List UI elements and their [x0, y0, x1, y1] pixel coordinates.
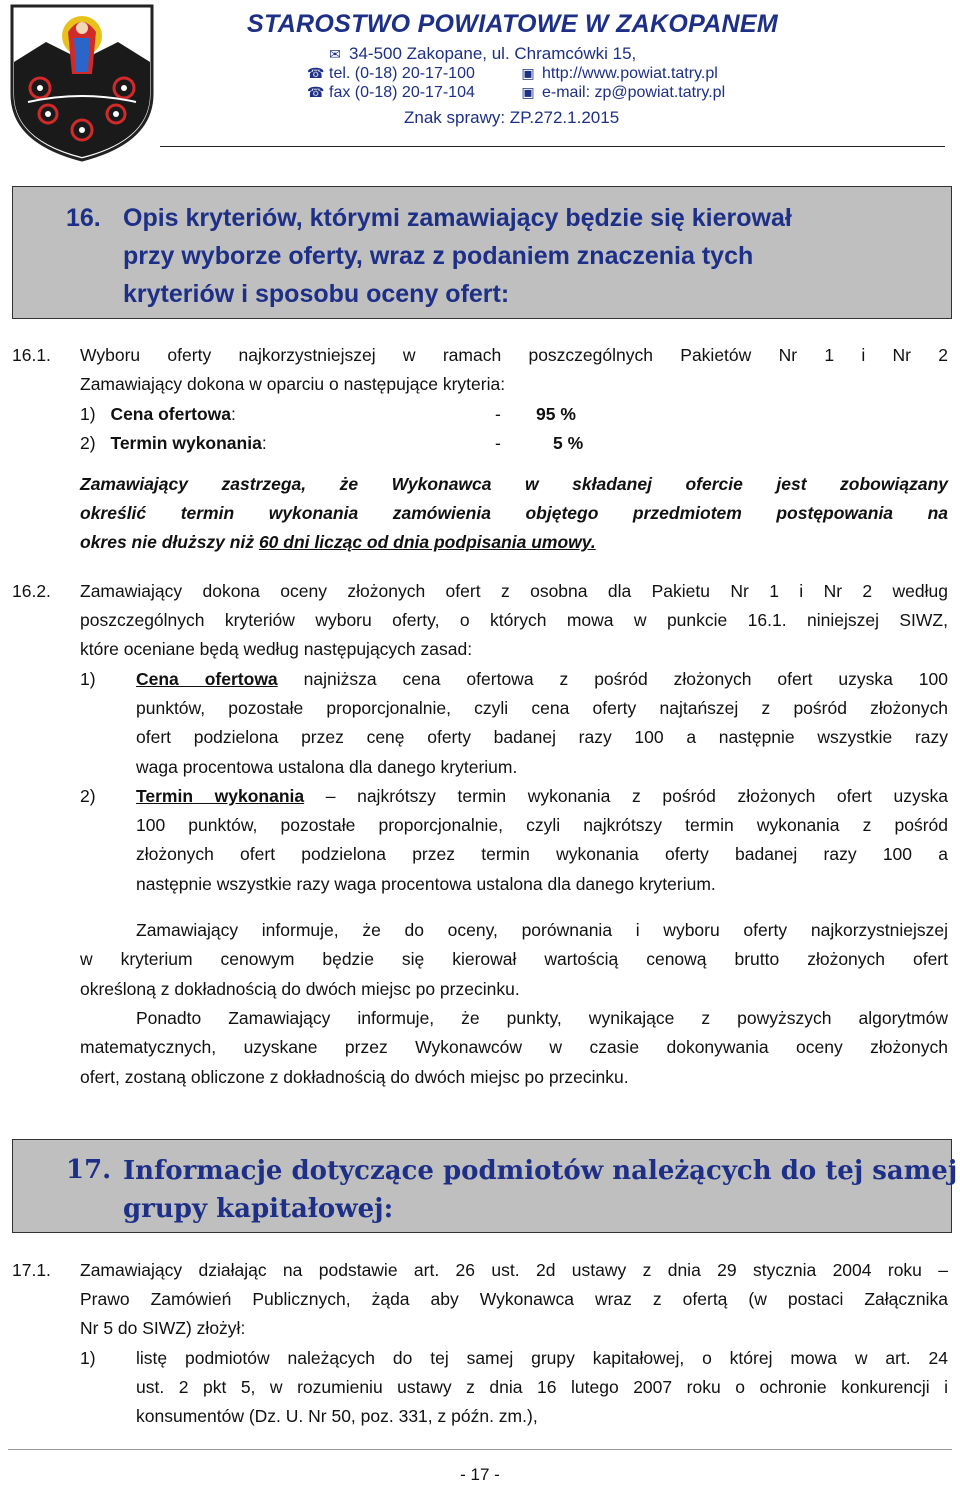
office-website[interactable]: [520, 65, 718, 83]
office-email[interactable]: [520, 84, 725, 102]
rule-name: Cena ofertowa: [136, 669, 278, 689]
section-title-line: kryteriów i sposobu oceny ofert:: [123, 280, 510, 308]
section-number: 16.: [66, 204, 101, 232]
paragraph-line: Wyboru oferty najkorzystniejszej w ramach poszczególnych Pakietów Nr 1 i Nr 2: [80, 345, 948, 365]
paragraph-number: 17.1.: [12, 1260, 51, 1280]
paragraph-line: Nr 5 do SIWZ) złożył:: [80, 1318, 246, 1338]
section-title: [123, 1152, 957, 1228]
section-16-heading: [12, 186, 952, 319]
office-name: STAROSTWO POWIATOWE W ZAKOPANEM: [247, 10, 779, 38]
rule-line: [136, 782, 948, 812]
footer-divider: [8, 1449, 952, 1450]
item-number: 1): [80, 1348, 96, 1368]
section-title-line: Opis kryteriów, którymi zamawiający będzie się kierował: [123, 204, 792, 232]
phone-icon: ☎: [307, 65, 325, 81]
criteria-weight: 5 %: [553, 433, 584, 453]
note-line: Zamawiający zastrzega, że Wykonawca w składanej ofercie jest zobowiązany: [80, 474, 948, 494]
item-line: listę podmiotów należących do tej samej grupy kapitałowej, o której mowa w art. 24: [136, 1348, 948, 1368]
header-divider: [160, 146, 945, 147]
note-text: okres nie dłuższy niż: [80, 532, 259, 552]
email-link[interactable]: e-mail: zp@powiat.tatry.pl: [542, 84, 726, 101]
page-number: - 17 -: [460, 1465, 500, 1484]
paragraph-number: 16.1.: [12, 345, 51, 365]
note-line: określić termin wykonania zamówienia objętego przedmiotem postępowania na: [80, 503, 948, 523]
website-link[interactable]: http://www.powiat.tatry.pl: [542, 65, 718, 82]
section-title: [123, 199, 792, 313]
item-line: ust. 2 pkt 5, w rozumieniu ustawy z dnia 16 lutego 2007 roku o ochronie konkurencji i: [136, 1377, 948, 1397]
address-text: 34-500 Zakopane, ul. Chramcówki 15,: [349, 44, 637, 63]
rule-text: – najkrótszy termin wykonania z pośród złożonych ofert uzyska: [304, 786, 948, 806]
rule-name: Termin wykonania: [136, 786, 305, 806]
section-17-heading: [12, 1139, 958, 1233]
rule-line: złożonych ofert podzielona przez termin wykonania oferty badanej razy 100 a: [136, 844, 948, 864]
info-line: w kryterium cenowym będzie się kierował wartością cenową brutto złożonych ofert: [80, 949, 948, 969]
rule-text: najniższa cena ofertowa z pośród złożonych ofert uzyska 100: [277, 669, 949, 689]
criteria-dash: -: [495, 404, 501, 424]
paragraph-line: Prawo Zamówień Publicznych, żąda aby Wykonawca wraz z ofertą (w postaci Załącznika: [80, 1289, 948, 1309]
section-title-line: przy wyborze oferty, wraz z podaniem znaczenia tych: [123, 242, 754, 270]
further-line: matematycznych, uzyskane przez Wykonawców w czasie dokonywania oceny złożonych: [80, 1037, 948, 1057]
rule-line: ofert podzielona przez cenę oferty badanej razy 100 a następnie wszystkie razy: [136, 727, 948, 747]
criteria-name: Termin wykonania: [110, 433, 262, 453]
paragraph-line: poszczególnych kryteriów wyboru oferty, o których mowa w punkcie 16.1. niniejszej SIWZ,: [80, 610, 948, 630]
paragraph-line: Zamawiający działając na podstawie art. 26 ust. 2d ustawy z dnia 29 stycznia 2004 roku –: [80, 1260, 948, 1280]
criteria-item: [80, 400, 236, 430]
computer-icon: ▣: [521, 65, 535, 81]
computer-icon: ▣: [521, 84, 535, 100]
criteria-number: 2): [80, 433, 96, 453]
office-phone: [307, 65, 475, 83]
section-title-line: Informacje dotyczące podmiotów należących do tej samej: [123, 1156, 958, 1186]
section-number: 17.: [66, 1155, 112, 1185]
criteria-separator: :: [231, 404, 236, 424]
rule-number: 2): [80, 786, 96, 806]
paragraph-line: które oceniane będą według następujących zasad:: [80, 639, 473, 659]
office-address: [327, 44, 636, 64]
criteria-weight: 95 %: [536, 404, 576, 424]
info-line: Zamawiający informuje, że do oceny, porównania i wyboru oferty najkorzystniejszej: [136, 920, 948, 940]
rule-line: punktów, pozostałe proporcjonalnie, czyli cena oferty najtańszej z pośród złożonych: [136, 698, 948, 718]
rule-line: [136, 665, 948, 695]
criteria-name: Cena ofertowa: [110, 404, 232, 424]
further-line: ofert, zostaną obliczone z dokładnością do dwóch miejsc po przecinku.: [80, 1067, 629, 1087]
phone-text: tel. (0-18) 20-17-100: [329, 65, 475, 82]
case-sign: Znak sprawy: ZP.272.1.2015: [404, 108, 620, 127]
criteria-item: [80, 429, 267, 459]
note-deadline: 60 dni licząc od dnia podpisania umowy.: [258, 532, 596, 552]
phone-icon: ☎: [307, 84, 325, 100]
county-crest-logo: [8, 2, 156, 162]
criteria-dash: -: [495, 433, 501, 453]
criteria-separator: :: [261, 433, 267, 453]
office-fax: [307, 84, 475, 102]
item-line: konsumentów (Dz. U. Nr 50, poz. 331, z późn. zm.),: [136, 1406, 538, 1426]
rule-number: 1): [80, 669, 96, 689]
paragraph-line: Zamawiający dokona w oparciu o następujące kryteria:: [80, 374, 506, 394]
criteria-number: 1): [80, 404, 96, 424]
envelope-icon: ✉: [329, 46, 341, 62]
rule-line: 100 punktów, pozostałe proporcjonalnie, czyli najkrótszy termin wykonania z pośród: [136, 815, 948, 835]
rule-line: następnie wszystkie razy waga procentowa ustalona dla danego kryterium.: [136, 874, 716, 894]
info-line: określoną z dokładnością do dwóch miejsc po przecinku.: [80, 979, 520, 999]
paragraph-number: 16.2.: [12, 581, 51, 601]
fax-text: fax (0-18) 20-17-104: [329, 84, 475, 101]
further-line: Ponadto Zamawiający informuje, że punkty, wynikające z powyższych algorytmów: [136, 1008, 948, 1028]
note-line: [80, 528, 596, 558]
paragraph-line: Zamawiający dokona oceny złożonych ofert z osobna dla Pakietu Nr 1 i Nr 2 według: [80, 581, 948, 601]
section-title-line: grupy kapitałowej:: [123, 1194, 394, 1224]
rule-line: waga procentowa ustalona dla danego kryterium.: [136, 757, 518, 777]
